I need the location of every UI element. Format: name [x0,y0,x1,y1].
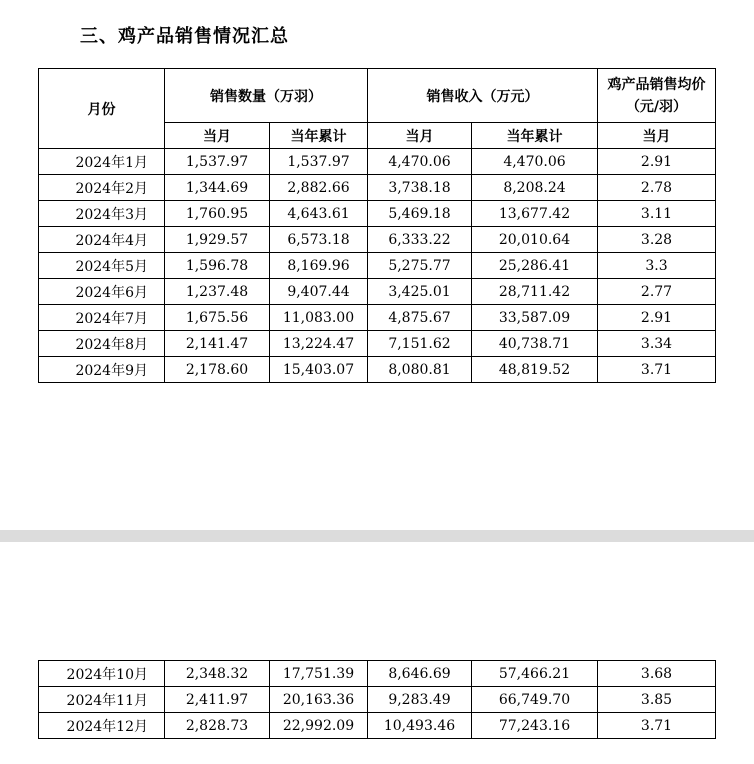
cell-income-current: 3,425.01 [368,279,472,305]
cell-income-cumulative: 33,587.09 [472,305,598,331]
cell-qty-cumulative: 8,169.96 [270,253,368,279]
cell-qty-cumulative: 9,407.44 [270,279,368,305]
cell-qty-cumulative: 11,083.00 [270,305,368,331]
sales-summary-table-continued [38,660,716,739]
cell-qty-current: 2,828.73 [165,713,270,739]
table-row [39,661,716,687]
header-avg-price: 鸡产品销售均价（元/羽） [598,69,716,123]
cell-month: 2024年5月 [39,253,165,279]
cell-price: 2.78 [598,175,716,201]
cell-income-cumulative: 20,010.64 [472,227,598,253]
table-row [39,227,716,253]
cell-month: 2024年4月 [39,227,165,253]
cell-qty-cumulative: 2,882.66 [270,175,368,201]
cell-income-cumulative: 8,208.24 [472,175,598,201]
cell-qty-cumulative: 20,163.36 [270,687,368,713]
cell-qty-cumulative: 15,403.07 [270,357,368,383]
table-row [39,687,716,713]
cell-qty-current: 1,760.95 [165,201,270,227]
table-row [39,713,716,739]
cell-month: 2024年6月 [39,279,165,305]
header-qty-cumulative: 当年累计 [270,123,368,149]
header-sales-income: 销售收入（万元） [368,69,598,123]
cell-income-current: 5,275.77 [368,253,472,279]
cell-income-cumulative: 77,243.16 [472,713,598,739]
cell-price: 3.34 [598,331,716,357]
cell-income-current: 5,469.18 [368,201,472,227]
table-row [39,253,716,279]
cell-qty-current: 1,344.69 [165,175,270,201]
cell-qty-current: 1,537.97 [165,149,270,175]
cell-qty-cumulative: 17,751.39 [270,661,368,687]
cell-income-cumulative: 48,819.52 [472,357,598,383]
cell-income-cumulative: 57,466.21 [472,661,598,687]
header-price-current: 当月 [598,123,716,149]
cell-qty-cumulative: 22,992.09 [270,713,368,739]
cell-price: 3.11 [598,201,716,227]
cell-qty-cumulative: 1,537.97 [270,149,368,175]
table-row [39,149,716,175]
cell-income-current: 8,646.69 [368,661,472,687]
cell-income-cumulative: 66,749.70 [472,687,598,713]
cell-month: 2024年11月 [39,687,165,713]
page-title: 三、鸡产品销售情况汇总 [80,26,289,47]
table-row [39,175,716,201]
cell-month: 2024年9月 [39,357,165,383]
cell-qty-cumulative: 6,573.18 [270,227,368,253]
cell-qty-current: 1,675.56 [165,305,270,331]
cell-qty-cumulative: 13,224.47 [270,331,368,357]
cell-income-current: 10,493.46 [368,713,472,739]
cell-month: 2024年10月 [39,661,165,687]
header-income-current: 当月 [368,123,472,149]
header-income-cumulative: 当年累计 [472,123,598,149]
cell-month: 2024年12月 [39,713,165,739]
cell-income-cumulative: 13,677.42 [472,201,598,227]
cell-income-cumulative: 4,470.06 [472,149,598,175]
cell-income-current: 4,875.67 [368,305,472,331]
sales-summary-table [38,68,716,383]
cell-qty-current: 1,237.48 [165,279,270,305]
cell-qty-current: 2,141.47 [165,331,270,357]
cell-income-current: 4,470.06 [368,149,472,175]
cell-price: 2.91 [598,149,716,175]
cell-qty-current: 2,348.32 [165,661,270,687]
cell-price: 3.3 [598,253,716,279]
cell-qty-cumulative: 4,643.61 [270,201,368,227]
cell-income-current: 7,151.62 [368,331,472,357]
cell-qty-current: 1,929.57 [165,227,270,253]
cell-price: 3.71 [598,713,716,739]
header-month: 月份 [39,69,165,149]
cell-month: 2024年7月 [39,305,165,331]
cell-price: 3.68 [598,661,716,687]
cell-income-current: 3,738.18 [368,175,472,201]
cell-month: 2024年2月 [39,175,165,201]
cell-price: 3.71 [598,357,716,383]
cell-price: 3.85 [598,687,716,713]
cell-income-current: 9,283.49 [368,687,472,713]
cell-income-current: 8,080.81 [368,357,472,383]
page-separator [0,530,754,542]
table-row [39,357,716,383]
cell-price: 2.77 [598,279,716,305]
cell-price: 3.28 [598,227,716,253]
table-row [39,279,716,305]
table-row [39,331,716,357]
cell-income-cumulative: 40,738.71 [472,331,598,357]
cell-income-current: 6,333.22 [368,227,472,253]
header-qty-current: 当月 [165,123,270,149]
cell-month: 2024年3月 [39,201,165,227]
cell-income-cumulative: 25,286.41 [472,253,598,279]
table-row [39,201,716,227]
header-sales-qty: 销售数量（万羽） [165,69,368,123]
cell-qty-current: 2,411.97 [165,687,270,713]
cell-qty-current: 1,596.78 [165,253,270,279]
cell-qty-current: 2,178.60 [165,357,270,383]
table-row [39,305,716,331]
cell-price: 2.91 [598,305,716,331]
cell-month: 2024年8月 [39,331,165,357]
cell-month: 2024年1月 [39,149,165,175]
cell-income-cumulative: 28,711.42 [472,279,598,305]
